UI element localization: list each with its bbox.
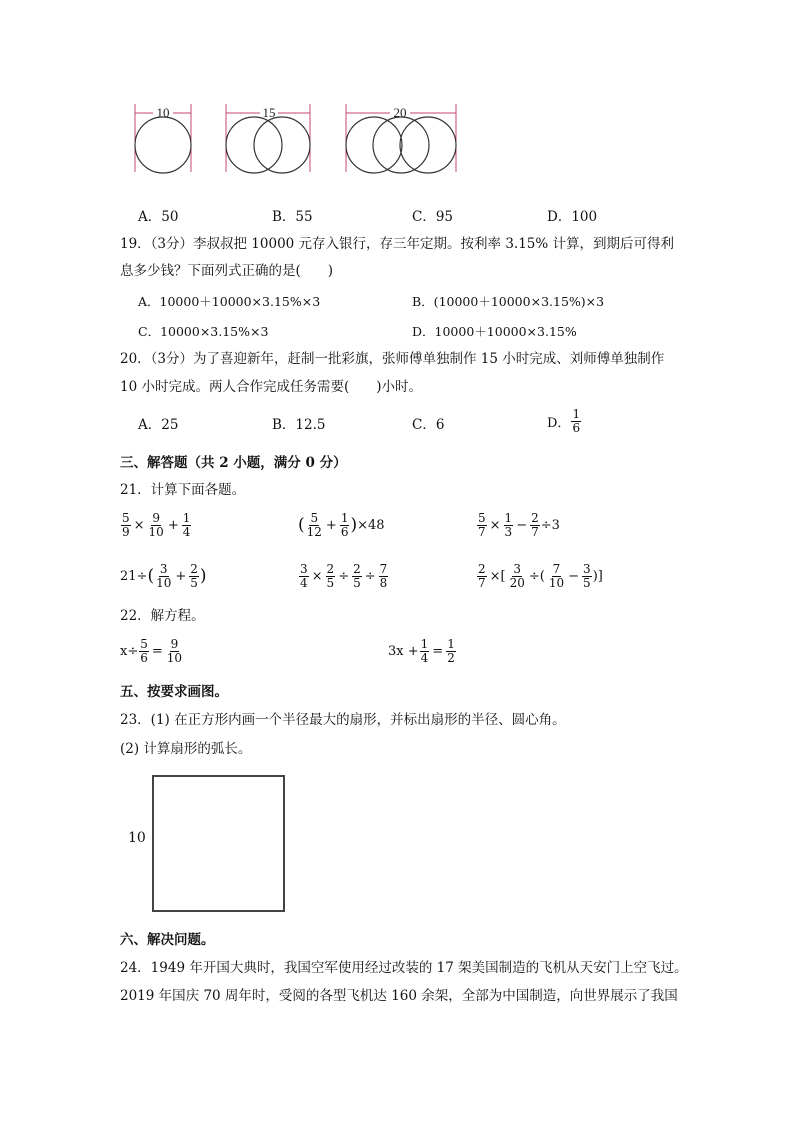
q18-option-d: D．100 xyxy=(547,209,598,225)
q20-stem-line2: 10 小时完成。两人合作完成任务需要( )小时。 xyxy=(120,379,423,395)
q18-option-a: A．50 xyxy=(138,209,179,225)
figure-label-10: 10 xyxy=(156,105,170,120)
q20-option-a: A．25 xyxy=(138,417,179,433)
q22-equation-2: 3x + $\frac{1}{4}$ = $\frac{1}{2}$ xyxy=(388,637,455,665)
q21-expression-6: $\frac{2}{7}$ ×[ $\frac{3}{20}$ ÷( $\frac{7}{10}$ − $\frac{3}{5}$ )] xyxy=(478,562,603,590)
q21-expression-4: 21÷ ( $\frac{3}{10}$ + $\frac{2}{5}$ ) xyxy=(120,562,207,590)
q20-option-c: C．6 xyxy=(412,417,445,433)
q20-option-b: B．12.5 xyxy=(272,417,326,433)
q20-option-d: D． $\frac{1}{6}$ xyxy=(547,407,581,435)
q23-line1: 23．(1) 在正方形内画一个半径最大的扇形，并标出扇形的半径、圆心角。 xyxy=(120,712,566,728)
q21-expression-1: $\frac{5}{9}$ × $\frac{9}{10}$ + $\frac{1}{4}$ xyxy=(122,511,191,539)
q22-title: 22．解方程。 xyxy=(120,608,205,624)
q22-equation-1: x÷ $\frac{5}{6}$ = $\frac{9}{10}$ xyxy=(120,637,183,665)
q18-option-c: C．95 xyxy=(412,209,454,225)
q24-line2: 2019 年国庆 70 周年时，受阅的各型飞机达 160 余架，全部为中国制造，向世界展示了我国 xyxy=(120,988,678,1004)
q21-expression-3: $\frac{5}{7}$ × $\frac{1}{3}$ − $\frac{2}{7}$ ÷3 xyxy=(478,511,560,539)
circle-figures xyxy=(128,100,468,180)
q19-option-d: D．10000＋10000×3.15% xyxy=(412,324,577,339)
q18-option-b: B．55 xyxy=(272,209,313,225)
section-6-heading: 六、解决问题。 xyxy=(120,932,215,948)
q21-expression-5: $\frac{3}{4}$ × $\frac{2}{5}$ ÷ $\frac{2}{5}$ ÷ $\frac{7}{8}$ xyxy=(300,562,388,590)
q21-title: 21．计算下面各题。 xyxy=(120,482,246,498)
figure-label-15: 15 xyxy=(262,105,276,120)
q23-line2: (2) 计算扇形的弧长。 xyxy=(120,741,252,757)
q23-square xyxy=(152,775,285,912)
q23-side-label: 10 xyxy=(128,830,146,846)
section-5-heading: 五、按要求画图。 xyxy=(120,684,228,700)
q19-stem-line1: 19．（3分）李叔叔把 10000 元存入银行，存三年定期。按利率 3.15% 计算，到期后可得利 xyxy=(120,236,675,252)
q19-stem-line2: 息多少钱？下面列式正确的是( ) xyxy=(120,263,334,279)
q19-option-a: A．10000＋10000×3.15%×3 xyxy=(138,294,321,309)
q19-option-c: C．10000×3.15%×3 xyxy=(138,324,269,339)
q24-line1: 24．1949 年开国大典时，我国空军使用经过改装的 17 架美国制造的飞机从天安门上空飞过。 xyxy=(120,960,688,976)
section-3-heading: 三、解答题（共 2 小题，满分 0 分） xyxy=(120,455,347,471)
q19-option-b: B．(10000＋10000×3.15%)×3 xyxy=(412,294,605,309)
figure-label-20: 20 xyxy=(393,105,407,120)
q21-expression-2: ( $\frac{5}{12}$ + $\frac{1}{6}$ ) ×48 xyxy=(298,511,385,539)
q20-stem-line1: 20．（3分）为了喜迎新年，赶制一批彩旗，张师傅单独制作 15 小时完成、刘师傅单独制作 xyxy=(120,351,665,367)
